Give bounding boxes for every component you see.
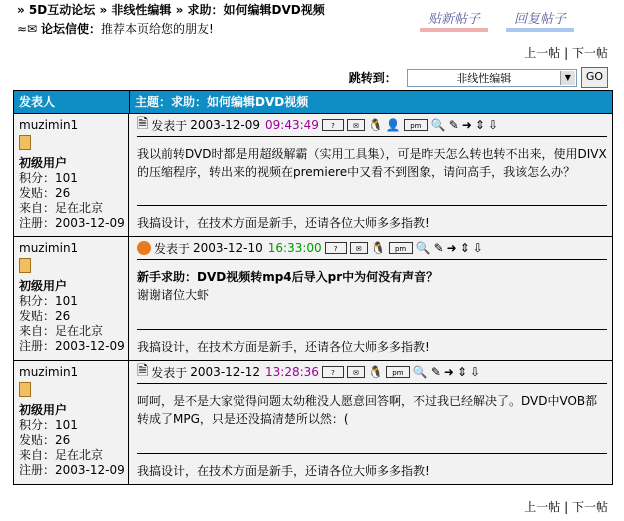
post-content: 呵呵，是不是大家觉得问题太幼稚没人愿意回答啊，不过我已经解决了。DVD中VOB都转成了MPG，只是还没搞清楚所以然：( (137, 383, 607, 428)
user-level: 初级用户 (19, 156, 68, 170)
post-signature: 我搞设计，在技术方面是新手，还请各位大师多多指教! (137, 453, 607, 484)
pm-icon[interactable]: pm (389, 242, 413, 254)
post-row (14, 360, 612, 484)
reply-underline (506, 28, 574, 32)
author-name[interactable]: muzimin1 (19, 365, 79, 379)
post-meta (137, 114, 607, 136)
user-location: 来自：足在北京 (19, 324, 104, 338)
user-icon (19, 258, 31, 273)
quote-icon[interactable]: ➜ (443, 365, 454, 379)
posted-label: 发表于 (151, 365, 188, 380)
search-icon[interactable]: 🔍 (430, 118, 446, 132)
search-icon[interactable]: 🔍 (415, 241, 431, 255)
subject-header: 主题：求助：如何编辑DVD视频 (135, 95, 309, 109)
author-info (14, 114, 129, 236)
new-post-button[interactable] (420, 8, 488, 27)
document-icon: 🗎 (137, 363, 149, 379)
post-body (129, 114, 612, 236)
delete-icon[interactable]: ⇩ (487, 118, 499, 132)
prev-thread-link[interactable]: 上一帖 (524, 500, 561, 514)
move-icon[interactable]: ⇕ (456, 365, 468, 379)
nav-separator: | (564, 46, 569, 60)
user-location: 来自：足在北京 (19, 201, 104, 215)
recommend-link[interactable]: 推荐本页给您的朋友! (100, 22, 214, 36)
breadcrumb-thread: » 求助：如何编辑DVD视频 (175, 3, 325, 17)
qq-icon[interactable]: 🐧 (367, 365, 383, 379)
posted-label: 发表于 (151, 118, 188, 133)
user-registered: 注册：2003-12-09 (19, 463, 125, 477)
next-thread-link[interactable]: 下一帖 (571, 46, 608, 60)
post-row (14, 113, 612, 236)
post-content: 我以前转DVD时都是用超级解霸（实用工具集），可是昨天怎么转也转不出来，使用DIVX的压缩程序，转出来的视频在premiere中又看不到图象，请问高手，我该怎么办？ (137, 136, 607, 181)
post-content (137, 259, 607, 304)
profile-icon[interactable]: ? (322, 366, 344, 378)
chevron-down-icon[interactable]: ▼ (560, 71, 575, 85)
new-post-label: 贴新帖子 (428, 12, 481, 27)
user-registered: 注册：2003-12-09 (19, 339, 125, 353)
edit-icon[interactable]: ✎ (433, 241, 444, 255)
author-info (14, 361, 129, 484)
user-post-count: 发贴：26 (19, 433, 71, 447)
post-time: 13:28:36 (265, 365, 319, 379)
post-date: 2003-12-09 (190, 118, 261, 132)
jump-label: 跳转到： (348, 71, 397, 85)
breadcrumb-forum[interactable]: » 5D互动论坛 (17, 3, 96, 17)
user-points: 积分：101 (19, 171, 78, 185)
smiley-icon (137, 241, 151, 255)
user-registered: 注册：2003-12-09 (19, 216, 125, 230)
post-date: 2003-12-10 (193, 241, 263, 255)
author-info (14, 237, 129, 360)
profile-icon[interactable]: ? (325, 242, 347, 254)
forum-select-value: 非线性编辑 (456, 71, 512, 85)
author-name[interactable]: muzimin1 (19, 118, 79, 132)
move-icon[interactable]: ⇕ (459, 241, 470, 255)
delete-icon[interactable]: ⇩ (472, 241, 483, 255)
user-post-count: 发贴：26 (19, 186, 71, 200)
pm-icon[interactable]: pm (404, 119, 428, 131)
post-row (14, 236, 612, 360)
posted-label: 发表于 (154, 241, 191, 256)
email-icon[interactable]: ✉ (350, 242, 368, 254)
reply-button[interactable] (506, 8, 574, 27)
post-date: 2003-12-12 (190, 365, 261, 379)
edit-icon[interactable]: ✎ (430, 365, 441, 379)
author-header: 发表人 (14, 91, 130, 113)
user-points: 积分：101 (19, 418, 78, 432)
profile-icon[interactable]: ? (322, 119, 344, 131)
post-title: 新手求助：DVD视频转mp4后导入pr中为何没有声音？ (137, 270, 439, 284)
user-level: 初级用户 (19, 403, 68, 417)
prev-thread-link[interactable]: 上一帖 (524, 46, 561, 60)
posts-table (13, 90, 613, 485)
quote-icon[interactable]: ➜ (446, 241, 457, 255)
post-time: 09:43:49 (265, 118, 319, 132)
user-icon (19, 135, 31, 150)
new-post-underline (420, 28, 488, 32)
user-level: 初级用户 (19, 279, 68, 293)
reply-label: 回复帖子 (514, 12, 567, 27)
post-meta (137, 361, 607, 383)
email-icon[interactable]: ✉ (347, 366, 365, 378)
go-button[interactable]: GO (581, 67, 608, 88)
user-points: 积分：101 (19, 294, 78, 308)
email-icon[interactable]: ✉ (347, 119, 365, 131)
document-icon: 🗎 (137, 116, 149, 132)
thread-nav-top (524, 44, 608, 61)
post-body (129, 237, 612, 360)
post-time: 16:33:00 (267, 241, 322, 255)
mail-label: 论坛信使： (40, 22, 101, 36)
post-text: 谢谢诸位大虾 (137, 288, 210, 302)
edit-icon[interactable]: ✎ (448, 118, 459, 132)
move-icon[interactable]: ⇕ (474, 118, 485, 132)
jump-bar (349, 67, 608, 88)
post-body (129, 361, 612, 484)
user-post-count: 发贴：26 (19, 309, 71, 323)
post-signature: 我搞设计，在技术方面是新手，还请各位大师多多指教! (137, 205, 607, 236)
user-icon (19, 382, 31, 397)
quote-icon[interactable]: ➜ (461, 118, 472, 132)
breadcrumb-section[interactable]: » 非线性编辑 (99, 3, 172, 17)
qq-icon[interactable]: 🐧 (367, 118, 383, 132)
thread-nav-bottom (524, 498, 608, 515)
forum-select[interactable] (407, 69, 577, 87)
envelope-icon: ≈✉ (17, 22, 38, 36)
post-meta (137, 237, 607, 259)
nav-separator: | (564, 500, 569, 514)
author-name[interactable]: muzimin1 (19, 241, 79, 255)
user-location: 来自：足在北京 (19, 448, 104, 462)
pm-icon[interactable]: pm (386, 366, 410, 378)
post-signature: 我搞设计，在技术方面是新手，还请各位大师多多指教! (137, 329, 607, 360)
icq-icon[interactable]: 👤 (385, 118, 401, 132)
table-header (14, 91, 612, 113)
next-thread-link[interactable]: 下一帖 (571, 500, 608, 514)
delete-icon[interactable]: ⇩ (470, 365, 481, 379)
qq-icon[interactable]: 🐧 (370, 241, 386, 255)
search-icon[interactable]: 🔍 (412, 365, 428, 379)
